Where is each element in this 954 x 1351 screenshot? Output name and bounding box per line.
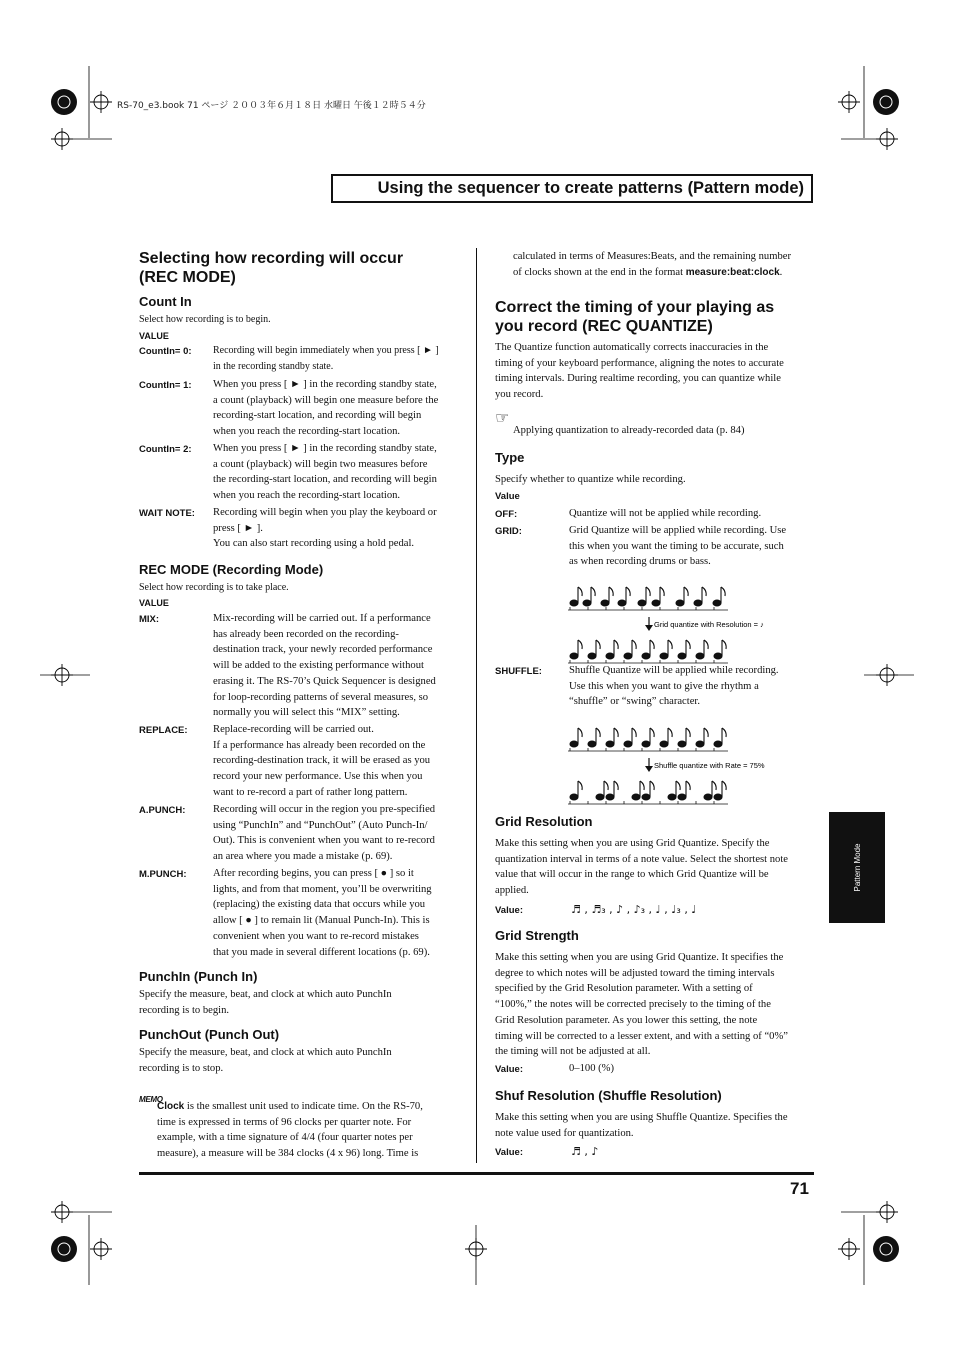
value-desc [213,866,432,960]
desc-line: You can also start recording using a hold pedal. [213,538,415,550]
arrow-down-icon [645,617,653,631]
notes-before [570,587,725,606]
desc-line: normally you will select this “MIX” setting. [213,707,400,719]
notes-before [570,728,726,747]
grid-strength-value: 0–100 (%) [569,1063,615,1074]
desc-line: When you press [ ► ] in the recording standby state, [213,443,437,454]
grid-resolution-desc [495,836,788,899]
grid-quantize-diagram [568,583,768,665]
desc-line: Replace-recording will be carried out. [213,724,374,735]
desc-line: recording-destination track, it will be erased as you [213,755,431,767]
desc-line: using “PunchIn” and “PunchOut” (Auto Punch-In/ [213,819,428,831]
value-key: OFF: [495,509,518,520]
quantize-intro [495,340,784,403]
memo-line-rest: is the smallest unit used to indicate time. On the RS-70, [184,1101,423,1112]
desc-line: degree to which notes will be adjusted toward the timing intervals [495,967,775,979]
desc-line: “100%,” the notes will be corrected precisely to the timing of the [495,999,771,1011]
memo-icon-label: MEMO [139,1095,163,1104]
value-desc [213,441,437,504]
desc-line: timing of your keyboard performance, aligning the notes to accurate [495,357,784,369]
chapter-side-tab[interactable] [829,812,885,923]
reference-link[interactable]: Applying quantization to already-recorded data (p. 84) [513,425,745,436]
rec-mode-desc: Select how recording is to take place. [139,582,289,593]
desc-line: recording-start location, and recording will begin [213,410,422,422]
value-key: CountIn= 2: [139,444,192,455]
side-tab-label: Pattern Mode [852,843,862,892]
desc-line: when you reach the recording-start location. [213,490,401,502]
section-title-line-1: Selecting how recording will occur [139,250,404,267]
desc-line: a count (playback) will begin two measures before [213,458,428,470]
desc-line: “shuffle” or “swing” character. [569,696,700,708]
desc-line: timing will be corrected to a lesser extent, and with a setting of “0%” [495,1030,788,1042]
value-desc [213,802,435,865]
desc-line: lights, and from that moment, you’ll be overwriting [213,883,432,895]
value-desc [213,343,463,374]
count-in-desc: Select how recording is to begin. [139,314,271,325]
desc-line: this when you want the timing to be accurate, such [569,540,784,552]
page-number: 71 [790,1179,809,1198]
book-header-info: RS-70_e3.book 71 ページ ２００３年６月１８日 水曜日 午後１２時５４分 [117,101,426,111]
memo-first-line [157,1099,423,1115]
desc-line: Shuffle Quantize will be applied while recording. [569,665,779,676]
value-desc [213,505,437,552]
desc-line: Recording will begin immediately when you press [ ► ] [213,345,439,356]
value-key: GRID: [495,526,522,537]
desc-line: timing intervals. During realtime recording, you can quantize while [495,373,781,385]
memo-bold-term: Clock [157,1101,185,1112]
desc-line: press [ ► ]. [213,522,263,534]
notes-after [570,640,726,659]
chapter-title: Using the sequencer to create patterns (Pattern mode) [377,179,804,197]
shuf-resolution-desc [495,1110,788,1141]
grid-caption: Grid quantize with Resolution = ♪ [654,620,764,629]
value-key: SHUFFLE: [495,666,542,677]
desc-line: Mix-recording will be carried out. If a performance [213,613,431,624]
desc-line: recording is to begin. [139,1004,230,1016]
desc-line: Recording will begin when you play the keyboard or [213,507,437,518]
desc-line: Specify the measure, beat, and clock at which auto PunchIn [139,1047,392,1058]
desc-line: note value used for quantization. [495,1127,634,1139]
desc-line: an area where you made a mistake (p. 69). [213,851,393,863]
desc-line: record your new performance. Use this when you [213,771,423,783]
desc-line: quantization interval in terms of a note value. Select the shortest note [495,853,789,865]
section-title-line-2: you record (REC QUANTIZE) [495,318,713,335]
grid-strength-desc [495,950,788,1060]
desc-line: you record. [495,389,544,401]
desc-line: Out). This is convenient when you want to re-record [213,835,435,847]
desc-line: Make this setting when you are using Grid Quantize. Specify the [495,838,770,849]
value-desc [213,377,438,440]
value-label: Value: [495,1147,523,1158]
value-label: Value: [495,1064,523,1075]
desc-line: erasing it. The RS-70’s Quick Sequencer is designed [213,675,436,687]
desc-line: applied. [495,885,529,897]
type-desc: Specify whether to quantize while recording. [495,474,686,485]
arrow-down-icon [645,758,653,772]
continued-text [513,249,791,280]
desc-line: convenient when you want to re-record mistakes [213,930,419,942]
punch-out-desc [139,1045,392,1076]
punch-in-heading: PunchIn (Punch In) [139,969,258,984]
value-label: Value [495,491,520,502]
desc-text: of clocks shown at the end in the format [513,266,686,278]
value-key: A.PUNCH: [139,805,186,816]
format-term: measure:beat:clock [685,266,780,278]
value-desc [569,523,786,570]
shuf-resolution-heading: Shuf Resolution (Shuffle Resolution) [495,1088,722,1103]
section-title-rec-mode [139,249,403,287]
grid-resolution-heading: Grid Resolution [495,814,593,829]
desc-line: Specify the measure, beat, and clock at which auto PunchIn [139,989,392,1000]
desc-line: Grid Resolution parameter. As you lower this setting, the note [495,1014,758,1026]
value-label: VALUE [139,331,169,341]
value-key: REPLACE: [139,725,188,736]
desc-line: (replacing) the existing data that occurs while you [213,899,426,911]
memo-text [157,1099,423,1162]
desc-line: in the recording standby state. [213,360,334,372]
value-key: WAIT NOTE: [139,508,195,519]
desc-line: has already been recorded on the recording- [213,628,399,640]
desc-line: that you made in several different locations (p. 69). [213,946,430,958]
value-key: CountIn= 0: [139,346,192,357]
section-title-line-2: (REC MODE) [139,269,236,286]
desc-line: The Quantize function automatically corrects inaccuracies in the [495,342,769,353]
value-desc [569,663,779,710]
chapter-banner [331,174,813,203]
type-heading: Type [495,450,525,465]
desc-line: Use this when you want to give the rhythm a [569,680,759,692]
value-key: MIX: [139,614,160,625]
desc-line [513,265,791,281]
desc-line: as when recording drums or bass. [569,556,711,568]
punch-out-heading: PunchOut (Punch Out) [139,1027,280,1042]
desc-line: After recording begins, you can press [ ● ] so it [213,868,414,879]
value-key: CountIn= 1: [139,380,192,391]
value-desc [569,506,761,522]
desc-line: Grid Quantize will be applied while recording. Use [569,525,787,536]
rec-mode-heading: REC MODE (Recording Mode) [139,562,324,577]
desc-line: calculated in terms of Measures:Beats, and the remaining number [513,251,791,262]
desc-line: Quantize will not be applied while recording. [569,508,762,519]
shuffle-quantize-diagram [568,724,768,806]
desc-line: want to re-record a part of rather long pattern. [213,786,408,798]
count-in-heading: Count In [139,294,192,309]
grid-resolution-values: ♬ , ♬₃ , ♪ , ♪₃ , ♩ , ♩₃ , ♩ [571,903,697,916]
desc-line: when you reach the recording-start location. [213,426,401,438]
shuffle-caption: Shuffle quantize with Rate = 75% [654,761,765,770]
desc-text: . [779,266,783,278]
value-desc [213,722,430,801]
desc-line: destination track, your newly recorded performance [213,644,433,656]
desc-line: the recording-start location, and recording will begin [213,474,437,486]
shuf-resolution-values: ♬ , ♪ [571,1145,599,1158]
value-key: M.PUNCH: [139,869,187,880]
value-desc [213,611,436,721]
section-title-line-1: Correct the timing of your playing as [495,299,775,316]
desc-line: Make this setting when you are using Shuffle Quantize. Specifies the [495,1112,788,1123]
pointing-hand-icon: ☞ [495,408,510,427]
footer-rule [139,1172,814,1175]
desc-line: value that will occur in the range to which Grid Quantize will be [495,869,769,881]
desc-line: the timing will not be adjusted at all. [495,1046,651,1058]
column-divider [476,248,477,1163]
desc-line: recording is to stop. [139,1062,224,1074]
value-label: Value: [495,905,523,916]
desc-line: specified by the Grid Resolution parameter. With a setting of [495,983,753,995]
desc-line: measure), a measure will be 384 clocks (4 x 96) long. Time is [157,1148,419,1160]
desc-line: If a performance has already been recorded on the [213,739,426,751]
grid-strength-heading: Grid Strength [495,928,579,943]
punch-in-desc [139,987,392,1018]
desc-line: Make this setting when you are using Grid Quantize. It specifies the [495,952,784,963]
desc-line: example, with a time signature of 4/4 (four quarter notes per [157,1132,413,1144]
value-label: VALUE [139,598,169,608]
desc-line: When you press [ ► ] in the recording standby state, [213,379,437,390]
section-title-rec-quantize [495,298,774,336]
desc-line: time is expressed in terms of 96 clocks per quarter note. For [157,1116,412,1128]
notes-after [570,781,726,800]
desc-line: a count (playback) will begin one measure before the [213,394,439,406]
desc-line: Recording will occur in the region you pre-specified [213,804,436,815]
desc-line: for loop-recording patterns of several measures, so [213,691,429,703]
desc-line: will be added to the existing performance without [213,660,424,672]
desc-line: allow [ ● ] to remain lit (Manual Punch-In). This is [213,915,430,927]
